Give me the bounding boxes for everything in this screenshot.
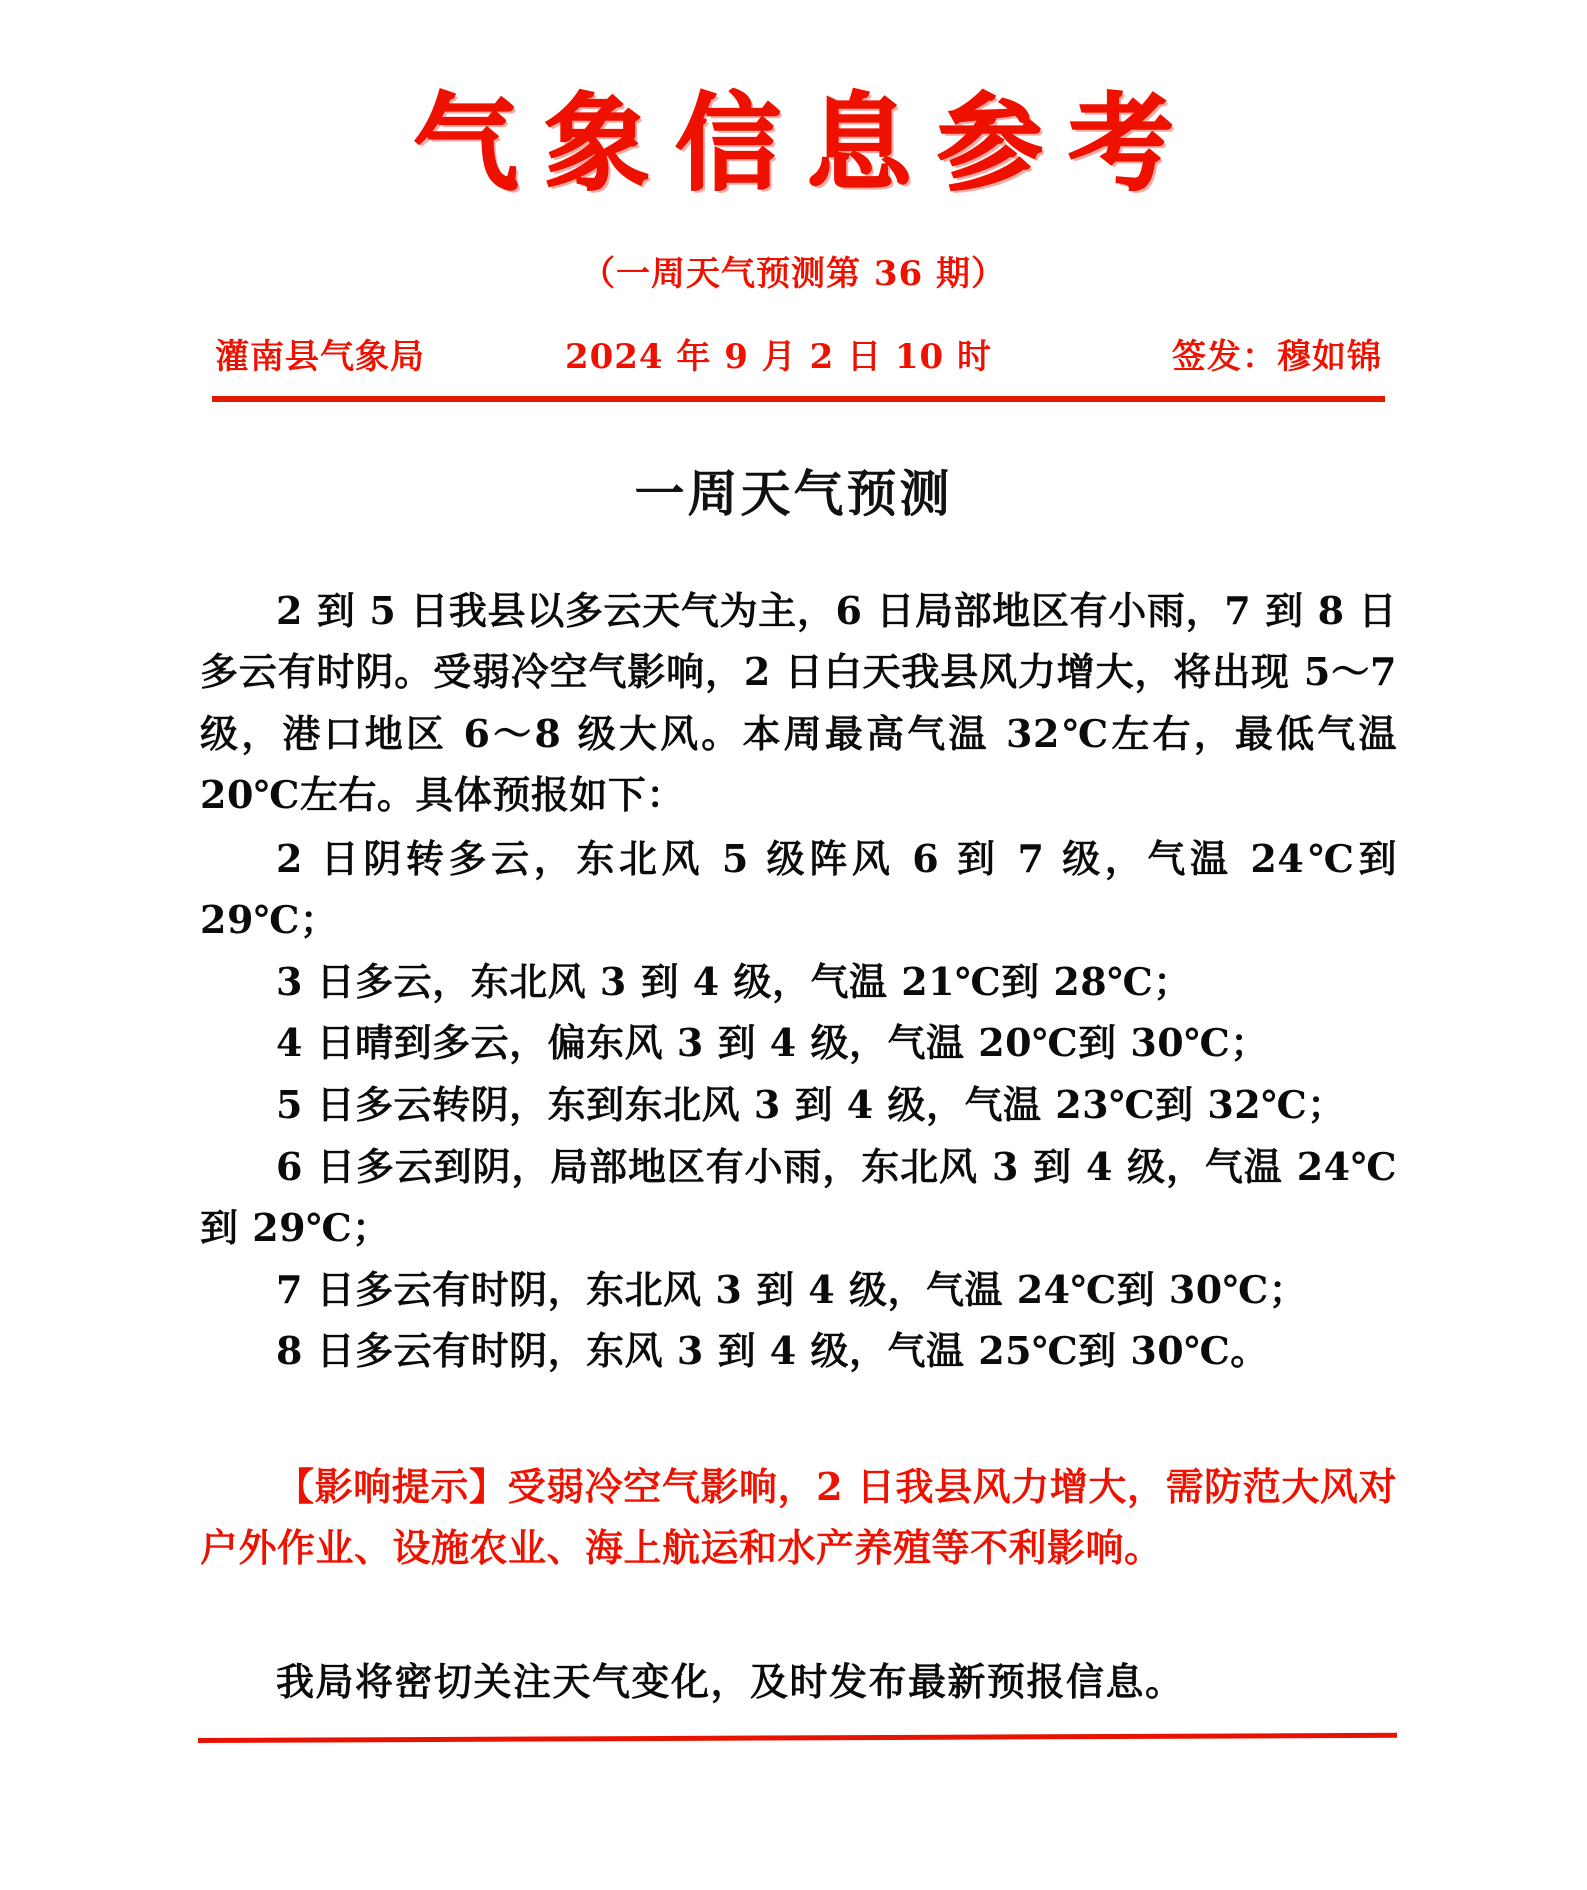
masthead: [0, 0, 1587, 402]
section-heading: 一周天气预测: [634, 464, 953, 523]
bulletin-body: [200, 580, 1397, 1713]
closing-note: 我局将密切关注天气变化，及时发布最新预报信息。: [276, 1658, 1185, 1704]
forecast-day-item: 6 日多云到阴，局部地区有小雨，东北风 3 到 4 级，气温 24℃到 29℃；: [200, 1143, 1397, 1251]
forecast-day-item: 2 日阴转多云，东北风 5 级阵风 6 到 7 级，气温 24℃到 29℃；: [200, 835, 1397, 943]
impact-notice-text: 受弱冷空气影响，2 日我县风力增大，需防范大风对户外作业、设施农业、海上航运和水产养殖等不利影响。: [200, 1463, 1397, 1571]
lead-paragraph: 2 到 5 日我县以多云天气为主，6 日局部地区有小雨，7 到 8 日多云有时阴。受弱冷空气影响，2 日白天我县风力增大，将出现 5～7 级，港口地区 6～8 级大风。本周最高气温 32℃左右，最低气温 20℃左右。具体预报如下：: [200, 587, 1397, 818]
forecast-day-item: 4 日晴到多云，偏东风 3 到 4 级，气温 20℃到 30℃；: [276, 1020, 1269, 1066]
footer-divider: [198, 1733, 1397, 1743]
daily-forecast-list: [200, 828, 1397, 1382]
issue-number-line: （一周天气预测第 36 期）: [581, 253, 1006, 294]
masthead-divider: [212, 396, 1385, 402]
forecast-day-item: 8 日多云有时阴，东风 3 到 4 级，气温 25℃到 30℃。: [276, 1328, 1269, 1374]
issue-datetime: 2024 年 9 月 2 日 10 时: [564, 336, 993, 377]
issuing-office: 灌南县气象局: [215, 336, 425, 377]
forecast-day-item: 5 日多云转阴，东到东北风 3 到 4 级，气温 23℃到 32℃；: [276, 1081, 1346, 1127]
impact-notice-tag: 【影响提示】: [276, 1463, 508, 1509]
signed-by: 签发：穆如锦: [1172, 336, 1382, 377]
impact-notice: [200, 1456, 1397, 1579]
forecast-day-item: 7 日多云有时阴，东北风 3 到 4 级，气温 24℃到 30℃；: [276, 1266, 1308, 1312]
page-title: 气象信息参考: [413, 83, 1200, 205]
masthead-info-row: [0, 329, 1587, 378]
forecast-day-item: 3 日多云，东北风 3 到 4 级，气温 21℃到 28℃；: [276, 958, 1192, 1004]
